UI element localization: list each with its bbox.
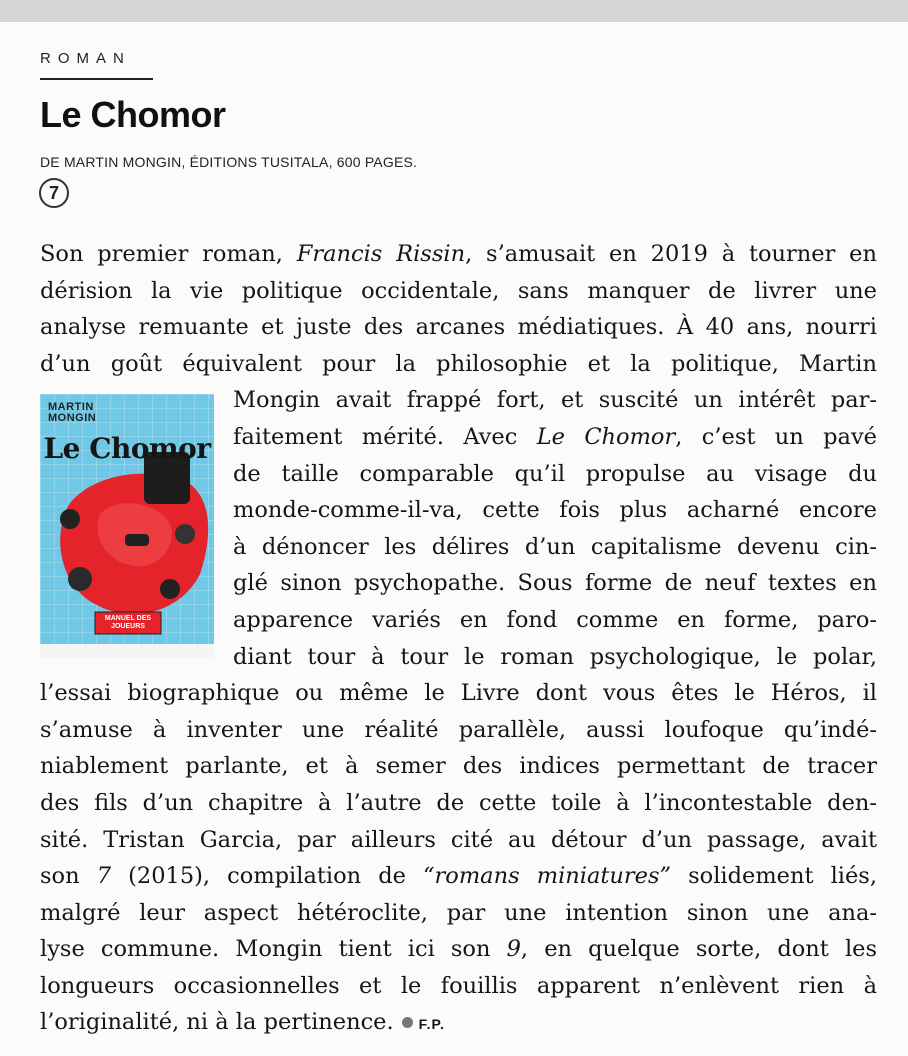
italic-run: 7 [96, 863, 112, 890]
top-bar [0, 0, 908, 22]
author-signature: F.P. [418, 1016, 445, 1033]
text-line [40, 236, 877, 273]
text-line [40, 931, 877, 968]
text-run: apparence variés en fond comme en forme, paro- [233, 606, 877, 633]
text-run: , en quelque sorte, dont les [520, 936, 877, 963]
italic-run: Le Chomor [536, 423, 676, 450]
text-run: faitement mérité. Avec [233, 423, 537, 450]
text-line [233, 602, 877, 639]
text-run: l’essai biographique ou même le Livre dont vous êtes le Héros, il [40, 680, 877, 707]
text-run: à dénoncer les délires d’un capitalisme devenu cin- [233, 533, 877, 560]
italic-run: “romans miniatures” [423, 863, 672, 890]
text-run: glé sinon psychopathe. Sous forme de neuf textes en [233, 570, 877, 597]
text-line [40, 822, 877, 859]
end-dot-icon [402, 1017, 413, 1028]
byline: DE MARTIN MONGIN, ÉDITIONS TUSITALA, 600 PAGES. [40, 154, 418, 170]
text-line [40, 1004, 877, 1041]
text-line [40, 895, 877, 932]
text-run: Mongin avait frappé fort, et suscité un intérêt par- [233, 387, 877, 414]
text-line [40, 712, 877, 749]
cover-title: Le Chomor [43, 432, 211, 465]
text-line [40, 968, 877, 1005]
text-line [233, 456, 877, 493]
text-line [233, 639, 877, 676]
text-line [40, 273, 877, 310]
text-run: malgré leur aspect hétéroclite, par une intention sinon une ana- [40, 899, 877, 926]
text-line [233, 565, 877, 602]
rating-badge: 7 [39, 178, 69, 208]
section-label: ROMAN [40, 50, 131, 67]
text-run: lyse commune. Mongin tient ici son [40, 936, 507, 963]
text-line [233, 492, 877, 529]
text-run: sité. Tristan Garcia, par ailleurs cité au détour d’un passage, avait [40, 826, 877, 853]
text-line [40, 785, 877, 822]
section-rule [40, 78, 153, 80]
text-run: son [40, 863, 97, 890]
text-run: , s’amusait en 2019 à tourner en [465, 241, 877, 267]
text-run: monde-comme-il-va, cette fois plus acharné encore [233, 497, 877, 524]
cover-banner: MANUEL DES JOUEURS [104, 615, 152, 630]
text-line [40, 309, 877, 346]
text-run: l’originalité, ni à la pertinence. [40, 1009, 394, 1036]
text-run: (2015), compilation de [111, 863, 424, 890]
text-line [40, 675, 877, 712]
article-title: Le Chomor [40, 94, 226, 135]
italic-run: Francis Rissin [296, 241, 466, 267]
text-line [40, 858, 877, 895]
article-body [40, 236, 877, 1041]
italic-run: 9 [506, 936, 521, 963]
text-line [233, 382, 877, 419]
text-line [233, 419, 877, 456]
text-run: d’un goût équivalent pour la philosophie et la politique, Martin [40, 350, 877, 377]
cover-author: MARTIN MONGIN [48, 401, 97, 424]
text-run: niablement parlante, et à semer des indices permettant de tracer [40, 753, 877, 780]
text-line [233, 529, 877, 566]
text-run: analyse remuante et juste des arcanes médiatiques. À 40 ans, nourri [40, 314, 877, 341]
text-line [40, 346, 877, 383]
text-run: dérision la vie politique occidentale, sans manquer de livrer une [40, 277, 877, 304]
text-run: Son premier roman, [40, 241, 297, 267]
text-run: de taille comparable qu’il propulse au visage du [233, 460, 877, 487]
text-line [40, 748, 877, 785]
text-run: , c’est un pavé [675, 423, 878, 450]
text-run: des fils d’un chapitre à l’autre de cette toile à l’incontestable den- [40, 789, 877, 816]
text-run: longueurs occasionnelles et le fouillis apparent n’enlèvent rien à [40, 972, 877, 999]
text-run: diant tour à tour le roman psychologique, le polar, [233, 643, 877, 670]
text-run: s’amuse à inventer une réalité parallèle, aussi loufoque qu’indé- [40, 716, 877, 743]
text-run: solidement liés, [671, 863, 878, 890]
